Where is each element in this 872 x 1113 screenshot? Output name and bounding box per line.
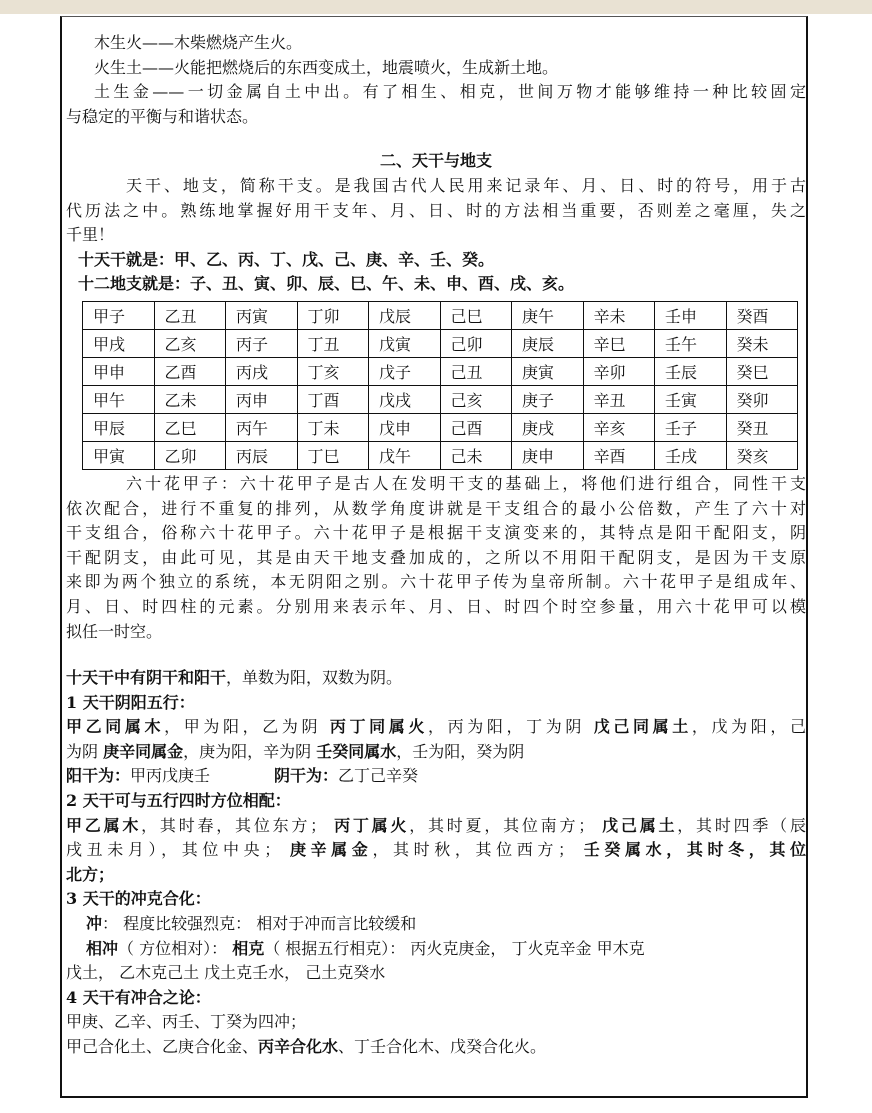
table-cell: 甲寅 — [83, 441, 155, 469]
table-cell: 乙巳 — [154, 413, 226, 441]
xiangke-text: （ 根据五行相克）： 丙火克庚金， 丁火克辛金 甲木克 — [264, 938, 645, 958]
intro-line-1: 木生火——木柴燃烧产生火。 — [94, 33, 303, 52]
table-cell: 癸未 — [726, 329, 798, 357]
para1-line-2: 代历法之中。熟练地掌握好用干支年、月、日、时的方法相当重要，否则差之毫厘，失之 — [66, 200, 806, 220]
yin-value: 乙丁己辛癸 — [338, 766, 419, 786]
table-cell: 癸亥 — [726, 441, 798, 469]
table-cell: 壬戌 — [655, 441, 727, 469]
table-cell: 甲辰 — [83, 413, 155, 441]
s1-d-text: ，庚为阳，辛为阴 — [183, 741, 317, 761]
table-cell: 己丑 — [440, 357, 512, 385]
table-cell: 壬寅 — [655, 385, 727, 413]
table-row — [83, 301, 798, 329]
table-cell: 丁酉 — [297, 385, 369, 413]
s3-line-1 — [66, 912, 806, 937]
table-cell: 己未 — [440, 441, 512, 469]
s1-line-2 — [66, 740, 806, 765]
s4-l2-c: 、丁壬合化木、戊癸合化火。 — [338, 1037, 547, 1056]
s1-c-bold: 戊己同属土 — [593, 717, 692, 737]
table-row — [83, 357, 798, 385]
table-cell: 戊辰 — [369, 301, 441, 329]
para2-line-1: 六十花甲子：六十花甲子是古人在发明干支的基础上，将他们进行组合，同性干支 — [126, 473, 806, 493]
table-cell: 己亥 — [440, 385, 512, 413]
table-cell: 戊午 — [369, 441, 441, 469]
table-cell: 乙亥 — [154, 329, 226, 357]
s1-a-bold: 甲乙同属木 — [66, 717, 165, 737]
section-title: 二、天干与地支 — [379, 151, 492, 171]
s2-f-bold: 北方； — [66, 864, 115, 884]
para2-line-7: 拟任一时空。 — [66, 621, 163, 641]
s2-b-text: ，其时夏，其位南方； — [409, 815, 603, 835]
dizhi-line: 十二地支就是：子、丑、寅、卯、辰、巳、午、未、申、酉、戌、亥。 — [78, 274, 575, 294]
table-cell: 戊申 — [369, 413, 441, 441]
s2-line-3 — [66, 863, 806, 888]
tiangan-line: 十天干就是：甲、乙、丙、丁、戊、己、庚、辛、壬、癸。 — [78, 249, 495, 269]
s1-line-1 — [66, 715, 806, 740]
s1-d-pre: 为阴 — [66, 741, 104, 761]
table-cell: 庚午 — [512, 301, 584, 329]
s4-title: 4 天干有冲合之论： — [66, 987, 211, 1007]
table-row — [83, 441, 798, 469]
xiangchong-text: （ 方位相对）： — [118, 938, 233, 958]
table-cell: 丙戌 — [226, 357, 298, 385]
s1-line-3 — [66, 764, 806, 789]
para2-line-6: 月、日、时四柱的元素。分别用来表示年、月、日、时四个时空参量，用六十花甲可以模 — [66, 596, 806, 616]
table-cell: 壬申 — [655, 301, 727, 329]
yin-label: 阴干为： — [274, 766, 339, 786]
table-cell: 甲申 — [83, 357, 155, 385]
yang-label: 阳干为： — [66, 766, 131, 786]
table-cell: 丙辰 — [226, 441, 298, 469]
s1-title: 1 天干阴阳五行： — [66, 692, 195, 712]
s2-title: 2 天干可与五行四时方位相配： — [66, 791, 291, 811]
table-cell: 己卯 — [440, 329, 512, 357]
table-cell: 乙未 — [154, 385, 226, 413]
table-cell: 壬子 — [655, 413, 727, 441]
table-row — [83, 385, 798, 413]
table-cell: 戊寅 — [369, 329, 441, 357]
table-cell: 辛酉 — [583, 441, 655, 469]
intro-line-4: 与稳定的平衡与和谐状态。 — [66, 106, 259, 126]
table-cell: 己酉 — [440, 413, 512, 441]
xiangchong-bold: 相冲 — [86, 938, 119, 958]
s1-a-text: ，甲为阳，乙为阴 — [164, 717, 330, 737]
table-cell: 丙子 — [226, 329, 298, 357]
s3-line-2 — [66, 937, 806, 962]
table-cell: 丁巳 — [297, 441, 369, 469]
table-cell: 丁亥 — [297, 357, 369, 385]
table-cell: 辛丑 — [583, 385, 655, 413]
table-cell: 甲午 — [83, 385, 155, 413]
top-bar — [0, 0, 872, 14]
table-cell: 乙卯 — [154, 441, 226, 469]
table-cell: 辛未 — [583, 301, 655, 329]
table-cell: 辛亥 — [583, 413, 655, 441]
spacer — [66, 644, 806, 666]
s3-title: 3 天干的冲克合化： — [66, 889, 211, 909]
s2-c-text: ，其时四季（辰 — [677, 815, 806, 835]
table-cell: 庚辰 — [512, 329, 584, 357]
yinyang-rest: ，单数为阳，双数为阴。 — [226, 668, 403, 688]
para1-line-1: 天干、地支，简称干支。是我国古代人民用来记录年、月、日、时的符号，用于古 — [126, 175, 806, 195]
table-cell: 丙寅 — [226, 301, 298, 329]
table-cell: 甲子 — [83, 301, 155, 329]
yinyang-line — [66, 666, 806, 691]
s2-d-bold: 庚辛属金 — [289, 840, 373, 860]
s1-b-bold: 丙丁同属火 — [329, 717, 428, 737]
s2-a-bold: 甲乙属木 — [66, 815, 142, 835]
table-row — [83, 329, 798, 357]
para1-line-3: 千里！ — [66, 225, 115, 245]
s4-l2-a: 甲己合化土、乙庚合化金、 — [66, 1037, 259, 1056]
s4-line-2 — [66, 1035, 806, 1060]
table-cell: 庚子 — [512, 385, 584, 413]
s3-line-3: 戊土， 乙木克己土 戊土克壬水， 己土克癸水 — [66, 963, 386, 983]
s2-line-1 — [66, 814, 806, 839]
table-cell: 癸卯 — [726, 385, 798, 413]
s1-b-text: ，丙为阳，丁为阴 — [428, 717, 594, 737]
table-cell: 癸巳 — [726, 357, 798, 385]
document-page — [60, 16, 808, 1098]
table-cell: 癸丑 — [726, 413, 798, 441]
table-cell: 丁丑 — [297, 329, 369, 357]
table-cell: 乙酉 — [154, 357, 226, 385]
table-cell: 丙午 — [226, 413, 298, 441]
table-cell: 戊戌 — [369, 385, 441, 413]
table-cell: 辛卯 — [583, 357, 655, 385]
table-cell: 庚寅 — [512, 357, 584, 385]
table-cell: 壬辰 — [655, 357, 727, 385]
para2-line-3: 干支组合，俗称六十花甲子。六十花甲子是根据干支演变来的，其特点是阳干配阳支，阴 — [66, 523, 806, 543]
table-cell: 乙丑 — [154, 301, 226, 329]
table-cell: 癸酉 — [726, 301, 798, 329]
s2-c-bold: 戊己属土 — [602, 815, 678, 835]
table-row — [83, 413, 798, 441]
table-cell: 己巳 — [440, 301, 512, 329]
table-cell: 壬午 — [655, 329, 727, 357]
table-cell: 庚申 — [512, 441, 584, 469]
s1-e-bold: 壬癸同属水 — [316, 741, 397, 761]
chong-text: ： 程度比较强烈克： 相对于冲而言比较缓和 — [102, 914, 417, 934]
s1-d-bold: 庚辛同属金 — [103, 741, 184, 761]
s4-l2-bold: 丙辛合化水 — [258, 1037, 339, 1056]
s2-line-2 — [66, 838, 806, 863]
table-cell: 戊子 — [369, 357, 441, 385]
s2-b-bold: 丙丁属火 — [334, 815, 410, 835]
table-cell: 丁未 — [297, 413, 369, 441]
spacer — [66, 129, 806, 147]
para2-line-5: 来即为两个独立的系统，本无阴阳之别。六十花甲子传为皇帝所制。六十花甲子是组成年、 — [66, 572, 806, 592]
table-cell: 丁卯 — [297, 301, 369, 329]
table-cell: 丙申 — [226, 385, 298, 413]
para2-line-2: 依次配合，进行不重复的排列，从数学角度讲就是干支组合的最小公倍数，产生了六十对 — [66, 498, 806, 518]
xiangke-bold: 相克 — [232, 938, 265, 958]
s2-e-bold: 壬癸属水，其时冬，其位 — [583, 840, 806, 860]
table-cell: 庚戌 — [512, 413, 584, 441]
s2-a-text: ，其时春，其位东方； — [141, 815, 335, 835]
s1-c-text: ，戊为阳，己 — [691, 717, 806, 737]
intro-line-2: 火生土——火能把燃烧后的东西变成土，地震喷火，生成新土地。 — [94, 57, 559, 77]
para2-line-4: 干配阴支，由此可见，其是由天干地支叠加成的，之所以不用阳干配阴支，是因为干支原 — [66, 547, 806, 567]
intro-line-3: 土生金——一切金属自土中出。有了相生、相克，世间万物才能够维持一种比较固定 — [94, 82, 806, 102]
jiazi-table — [82, 301, 798, 470]
s2-d-text: ，其时秋，其位西方； — [372, 840, 584, 860]
table-cell: 甲戌 — [83, 329, 155, 357]
yang-value: 甲丙戊庚壬 — [130, 766, 211, 786]
s2-d-pre: 戌丑未月），其位中央； — [66, 840, 290, 860]
table-cell: 辛巳 — [583, 329, 655, 357]
s4-line-1: 甲庚、乙辛、丙壬、丁癸为四冲； — [66, 1012, 307, 1032]
s1-e-text: ，壬为阳，癸为阴 — [396, 741, 525, 761]
yinyang-bold: 十天干中有阴干和阳干 — [66, 668, 227, 688]
chong-bold: 冲 — [86, 914, 103, 934]
